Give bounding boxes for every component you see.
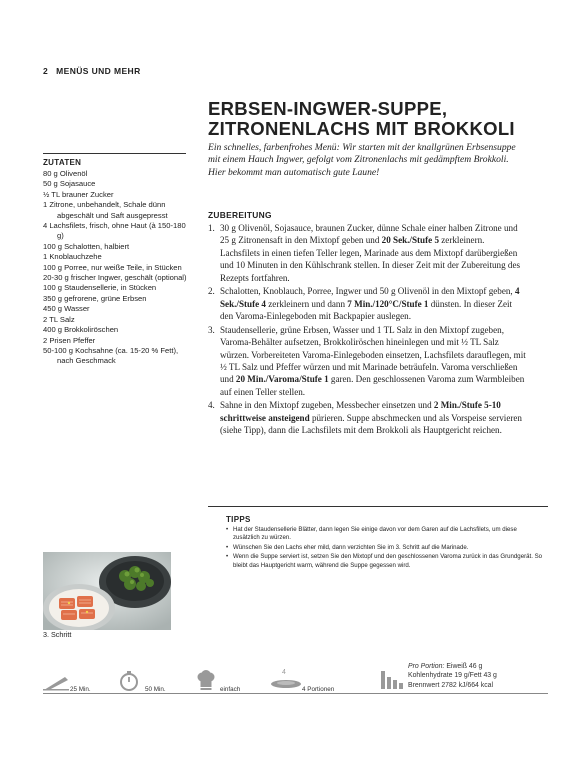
ingredient-item: 1 Knoblauchzehe — [43, 252, 102, 262]
prep-time-icon — [43, 675, 69, 696]
step-text: zerkleinern und dann — [265, 298, 348, 309]
ingredient-item: 80 g Olivenöl — [43, 169, 88, 178]
recipe-title-line-2: ZITRONENLACHS MIT BROKKOLI — [208, 118, 515, 139]
tips-heading: TIPPS — [226, 515, 251, 524]
preparation-steps — [208, 222, 526, 438]
chef-hat-icon — [197, 670, 215, 695]
step-text: garen. Den geschlossenen Varoma zum Warmbleiben auf einen Teller stellen. — [220, 374, 525, 397]
ingredients-list — [43, 169, 193, 367]
step-number: 2. — [208, 286, 215, 297]
tips-divider — [208, 506, 548, 507]
total-time-icon — [119, 671, 139, 696]
preparation-step — [208, 399, 526, 436]
page-number: 2 — [43, 66, 49, 76]
ingredients-heading: ZUTATEN — [43, 158, 82, 167]
ingredient-item: ½ TL brauner Zucker — [43, 189, 114, 199]
prep-time-label: 25 Min. — [70, 686, 91, 693]
tips-list — [226, 526, 544, 571]
step-setting: 2 Min./Stufe 5-10 schrittweise ansteigend — [220, 400, 501, 423]
carbs-fat-value: Kohlenhydrate 19 g/Fett 43 g — [408, 672, 497, 680]
step-setting: 20 Sek./Stufe 5 — [381, 235, 439, 246]
salmon-broccoli-illustration — [43, 552, 171, 630]
ingredients-divider — [43, 153, 186, 154]
step-3-photo — [43, 552, 171, 630]
tip-item: • Wünschen Sie den Lachs eher mild, dann verzichten Sie im 3. Schritt auf die Marinade. — [226, 544, 544, 552]
ingredient-item: 100 g Staudensellerie, in Stücken — [43, 283, 157, 293]
step-setting: 4 Sek./Stufe 4 — [220, 286, 520, 309]
step-text: Schalotten, Knoblauch, Porree, Ingwer und 50 g Olivenöl in den Mixtopf geben, — [220, 286, 515, 297]
step-number: 4. — [208, 400, 215, 411]
per-portion-label: Pro Portion: — [408, 663, 445, 670]
photo-caption: 3. Schritt — [43, 630, 72, 639]
ingredient-item: 20-30 g frischer Ingwer, geschält (optional) — [43, 273, 187, 283]
step-text: 30 g Olivenöl, Sojasauce, braunen Zucker, dünne Schale einer halben Zitrone und 25 g Zitronensaft in den Mixtopf geben und — [220, 223, 518, 246]
nutrition-chart-icon — [381, 669, 403, 694]
recipe-title-line-1: ERBSEN-INGWER-SUPPE, — [208, 98, 448, 119]
step-text: Sahne in den Mixtopf zugeben, Messbecher einsetzen und — [220, 400, 434, 411]
ingredient-item: 50-100 g Kochsahne (ca. 15-20 % Fett), nach Geschmack — [43, 345, 179, 366]
section-header — [43, 66, 141, 76]
recipe-intro: Ein schnelles, farbenfrohes Menü: Wir starten mit der knallgrünen Erbsensuppe mit einem Hauch Ingwer, gefolgt vom Zitronenlachs mit gedämpftem Brokkoli. Hier bekommt man automatisch gute Laune! — [208, 142, 516, 178]
preparation-step — [208, 222, 526, 284]
step-text: dünsten. In dieser Zeit den Varoma-Einlegeboden mit Backpapier auslegen. — [220, 298, 513, 322]
tip-item: • Wenn die Suppe serviert ist, setzen Sie den Mixtopf und den geschlossenen Varoma zurück in das Grundgerät. So bleibt das Hauptgericht warm, während die Suppe gegessen wird. — [226, 553, 544, 570]
recipe-title — [208, 99, 548, 139]
ingredient-item: 100 g Schalotten, halbiert — [43, 241, 130, 251]
difficulty-label: einfach — [220, 686, 241, 693]
servings-number: 4 — [282, 669, 286, 676]
section-title: MENÜS UND MEHR — [56, 66, 141, 76]
step-number: 3. — [208, 324, 215, 335]
ingredient-item: 4 Lachsfilets, frisch, ohne Haut (à 150-180 g) — [43, 221, 186, 241]
step-number: 1. — [208, 223, 215, 233]
step-text: zerkleinern. Lachsfilets in einen tiefen Teller legen, Marinade aus dem Mixtopf darübergießen und 10 Minuten in den Kühlschrank stellen. In dieser Zeit mit der Zubereitung des Rezepts fortfahren. — [220, 235, 521, 283]
ingredient-item: 2 Prisen Pfeffer — [43, 335, 96, 345]
step-setting: 7 Min./120°C/Stufe 1 — [347, 298, 429, 309]
total-time-label: 50 Min. — [145, 686, 166, 693]
ingredient-item: 400 g Brokkoliröschen — [43, 325, 119, 335]
energy-value: Brennwert 2782 kJ/664 kcal — [408, 681, 494, 689]
servings-label: 4 Portionen — [302, 686, 335, 693]
step-text: Staudensellerie, grüne Erbsen, Wasser und 1 TL Salz in den Mixtopf zugeben, Varoma-Behälter aufsetzen, Brokkoliröschen hineinlegen und mit ½ TL Salz würzen. Vorbereiteten Varoma-Einlegeboden einsetzen, Lachsfilets darauflegen, mit ½ TL Salz und Pfeffer würzen und mit Marinade beträufeln. Varoma verschließen und — [220, 324, 526, 385]
ingredient-item: 350 g gefrorene, grüne Erbsen — [43, 293, 147, 303]
ingredient-item: 2 TL Salz — [43, 314, 75, 324]
servings-plate-icon — [270, 669, 302, 694]
protein-value: Eiweiß 46 g — [446, 663, 483, 670]
step-text: pürieren. Suppe abschmecken und als Vorspeise servieren (siehe Tipp), dann die Lachsfilets mit dem Brokkoli als Hauptgericht reichen. — [220, 412, 522, 436]
ingredient-item: 450 g Wasser — [43, 304, 90, 314]
step-setting: 20 Min./Varoma/Stufe 1 — [235, 374, 329, 385]
ingredient-item: 1 Zitrone, unbehandelt, Schale dünn abgeschält und Saft ausgepresst — [43, 200, 168, 220]
preparation-step — [208, 285, 526, 322]
preparation-heading: ZUBEREITUNG — [208, 210, 272, 220]
preparation-step — [208, 324, 526, 399]
tip-item: • Hat der Staudensellerie Blätter, dann legen Sie einige davon vor dem Garen auf die Lachsfilets, um diese zusätzlich zu würzen. — [226, 526, 544, 543]
ingredient-item: 50 g Sojasauce — [43, 179, 96, 189]
ingredient-item: 100 g Porree, nur weiße Teile, in Stücken — [43, 262, 182, 272]
nutrition-info — [408, 662, 497, 690]
